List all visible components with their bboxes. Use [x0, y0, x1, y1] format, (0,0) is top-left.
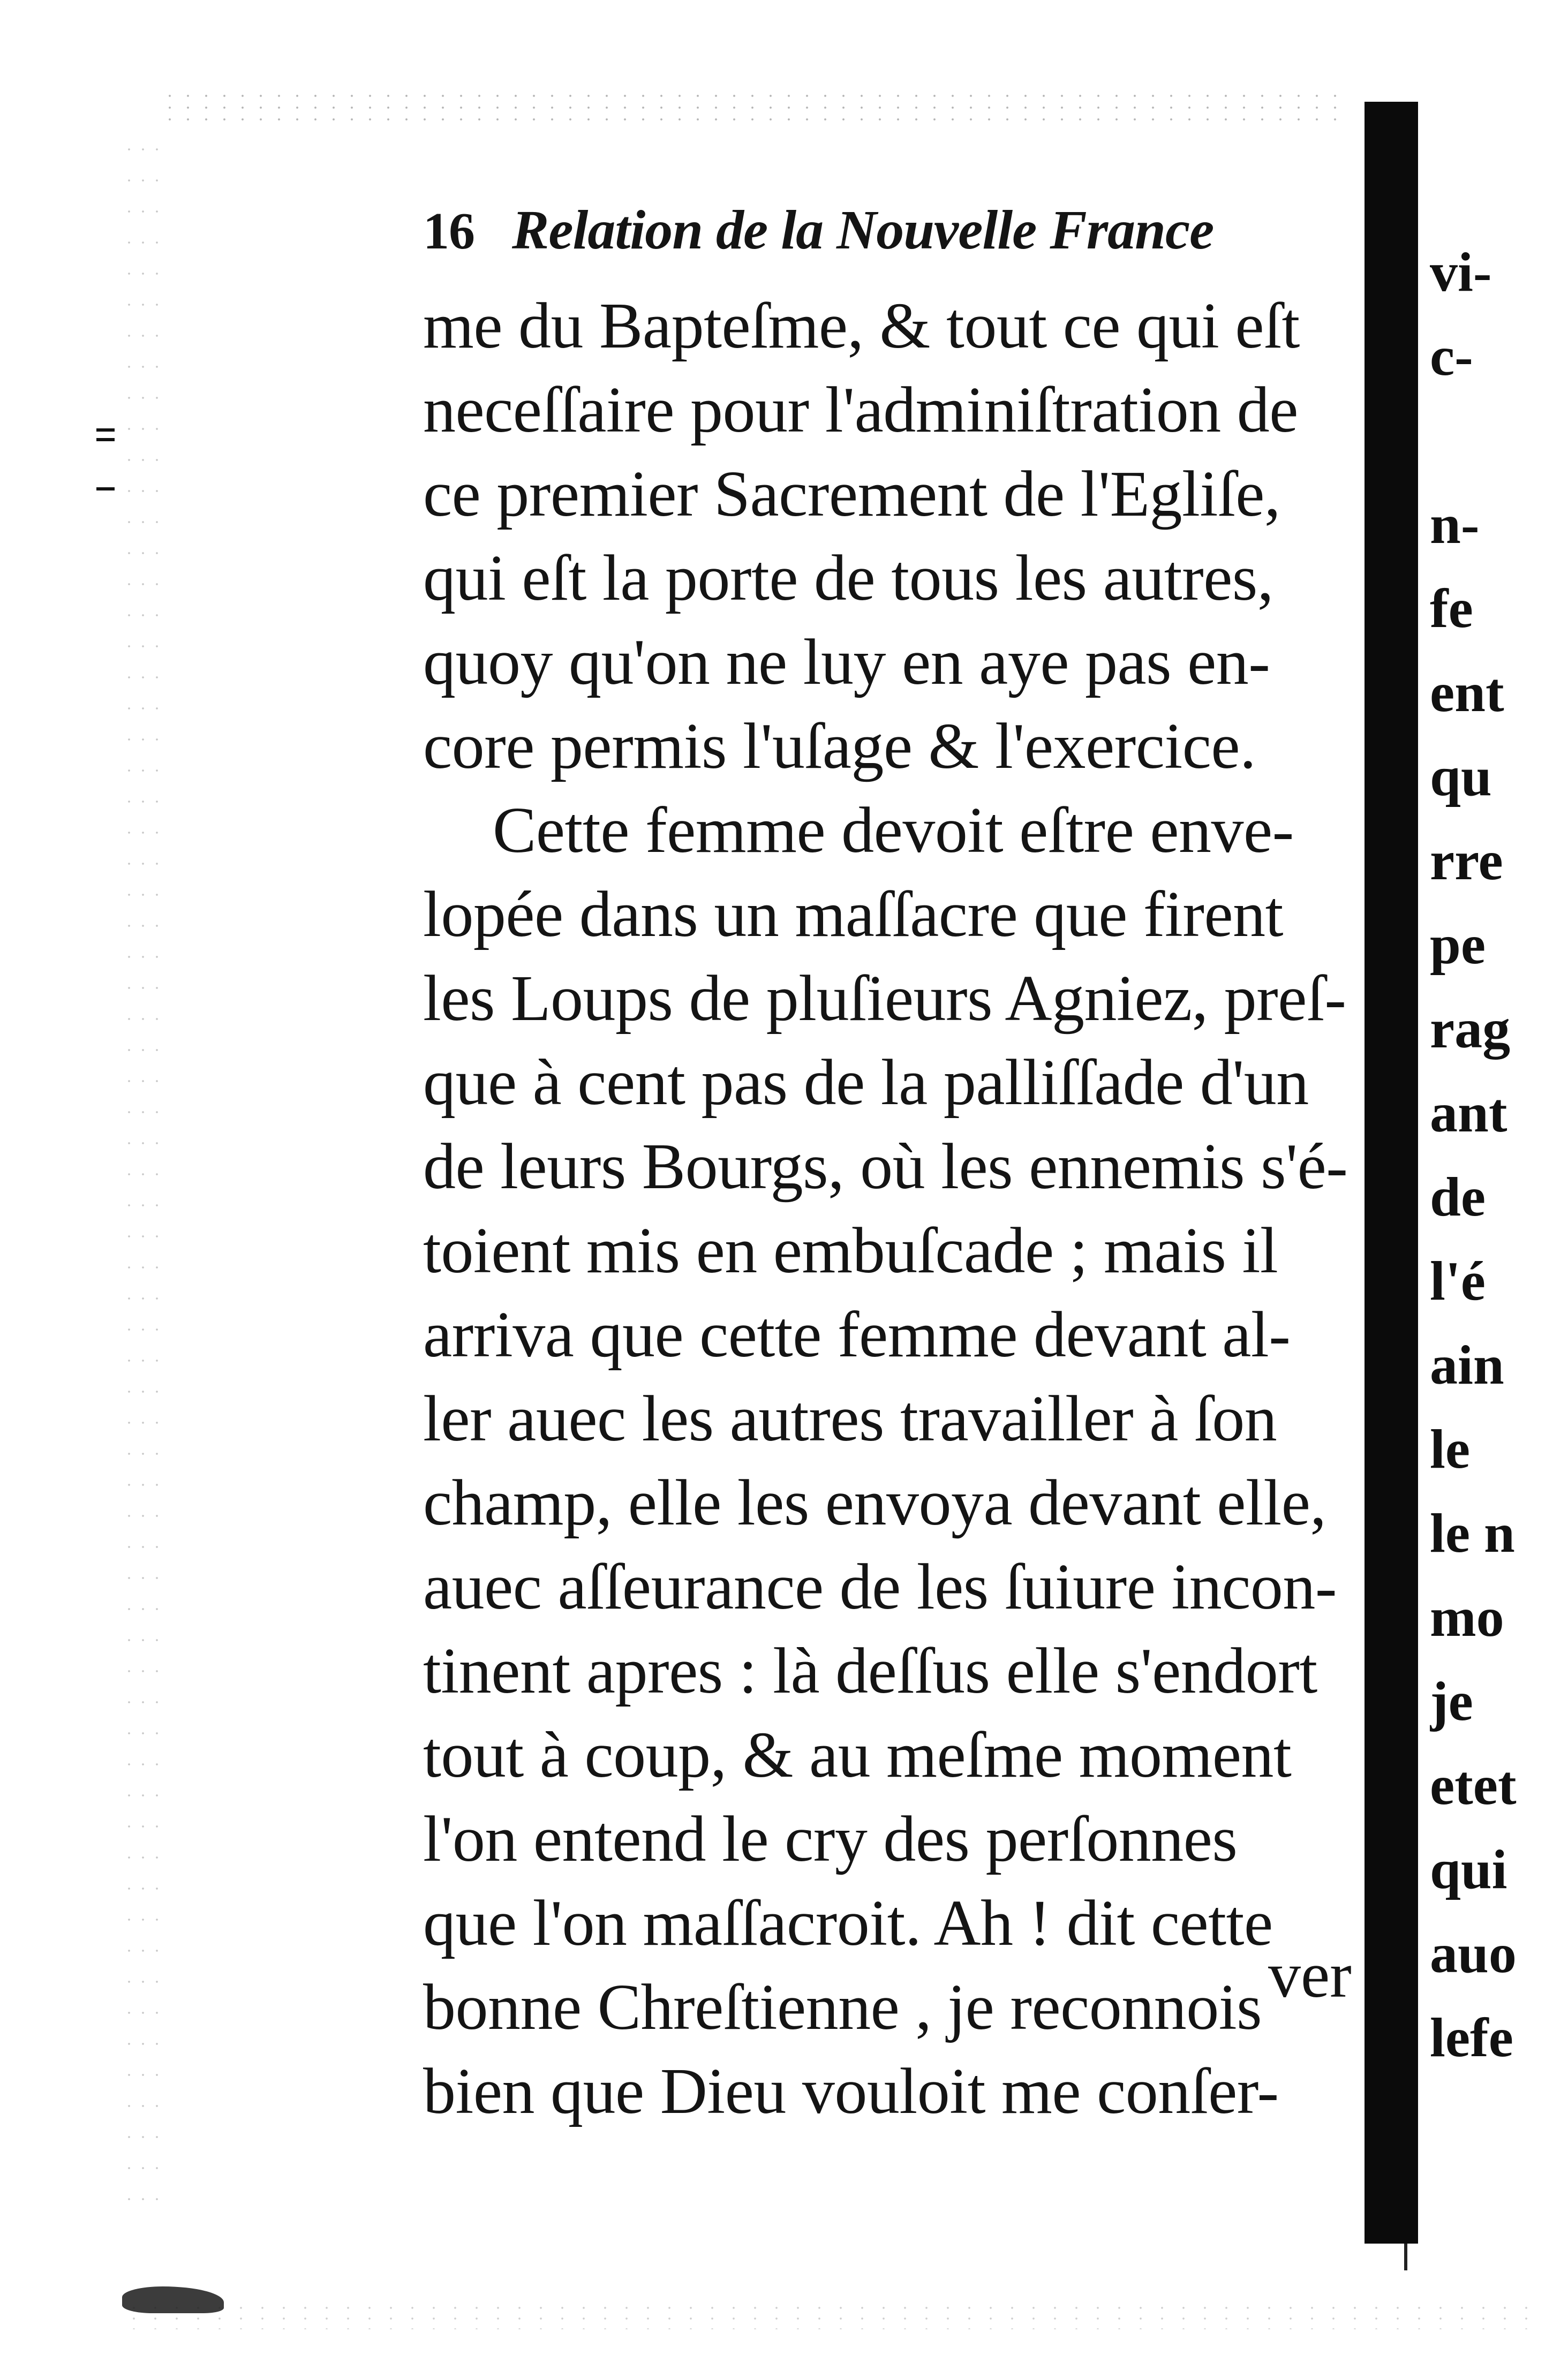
text-line: de leurs Bourgs, où les ennemis s'é-: [423, 1130, 1348, 1203]
scan-corner-smudge: [122, 2286, 224, 2313]
facing-fragment: ant: [1430, 1082, 1507, 1144]
facing-fragment: ain: [1430, 1334, 1504, 1396]
text-line: core permis l'uſage & l'exercice.: [423, 710, 1256, 782]
facing-page-fragments: [1430, 230, 1558, 2080]
text-line: lopée dans un maſſacre que firent: [423, 878, 1284, 950]
text-line: bien que Dieu vouloit me conſer-: [423, 2055, 1279, 2127]
margin-mark: [96, 487, 115, 490]
facing-fragment: etet: [1430, 1755, 1517, 1816]
facing-fragment: pe: [1430, 914, 1486, 976]
running-head: [423, 177, 1355, 284]
facing-fragment: qu: [1430, 746, 1492, 807]
running-head-title: Relation de la Nouvelle France: [512, 199, 1214, 261]
text-line: auec aſſeurance de les ſuiure incon-: [423, 1551, 1337, 1623]
text-line: l'on entend le cry des perſonnes: [423, 1803, 1238, 1875]
facing-fragment: n-: [1430, 494, 1480, 555]
facing-fragment: je: [1430, 1671, 1473, 1732]
text-line: me du Bapteſme, & tout ce qui eſt: [423, 290, 1300, 362]
text-line: que à cent pas de la palliſſade d'un: [423, 1046, 1309, 1119]
gutter-shadow: [1365, 102, 1418, 2244]
margin-mark: [96, 428, 115, 432]
facing-fragment: lefe: [1430, 2007, 1513, 2069]
facing-fragment: [1430, 398, 1558, 482]
facing-fragment: rag: [1430, 998, 1511, 1060]
facing-fragment: de: [1430, 1166, 1486, 1228]
text-line: ce premier Sacrement de l'Egliſe,: [423, 458, 1280, 530]
scan-edge-left: [122, 134, 160, 2222]
facing-fragment: mo: [1430, 1587, 1504, 1648]
text-line: quoy qu'on ne luy en aye pas en-: [423, 626, 1270, 698]
facing-fragment: rre: [1430, 830, 1503, 892]
scan-edge-bottom: [123, 2302, 1542, 2329]
text-line: champ, elle les envoya devant elle,: [423, 1467, 1326, 1539]
text-line: tout à coup, & au meſme moment: [423, 1719, 1292, 1791]
margin-mark: [96, 438, 115, 441]
facing-fragment: ent: [1430, 662, 1504, 723]
text-line: ler auec les autres travailler à ſon: [423, 1383, 1277, 1455]
text-line: bonne Chreſtienne , je reconnois: [423, 1971, 1262, 2043]
paragraph-start-line: Cette femme devoit eſtre enve-: [493, 794, 1294, 866]
facing-fragment: auo: [1430, 1923, 1517, 1984]
catchword: ver: [1268, 1939, 1352, 2011]
page-number: 16: [423, 202, 474, 260]
text-line: tinent apres : là deſſus elle s'endort: [423, 1635, 1317, 1707]
facing-fragment: le: [1430, 1418, 1471, 1480]
text-line: les Loups de pluſieurs Agniez, preſ-: [423, 962, 1346, 1035]
facing-fragment: l'é: [1430, 1250, 1486, 1312]
facing-fragment: fe: [1430, 578, 1473, 639]
facing-fragment: vi-: [1430, 241, 1492, 303]
text-block: [423, 177, 1355, 2133]
facing-fragment: c-: [1430, 326, 1473, 387]
facing-fragment: le n: [1430, 1503, 1515, 1564]
text-line: arriva que cette femme devant al-: [423, 1299, 1291, 1371]
text-line: toient mis en embuſcade ; mais il: [423, 1214, 1278, 1287]
text-line: que l'on maſſacroit. Ah ! dit cette: [423, 1887, 1273, 1959]
scan-edge-top: [161, 90, 1339, 122]
text-line: qui eſt la porte de tous les autres,: [423, 542, 1273, 614]
facing-fragment: qui: [1430, 1839, 1507, 1900]
text-line: neceſſaire pour l'adminiſtration de: [423, 374, 1298, 446]
